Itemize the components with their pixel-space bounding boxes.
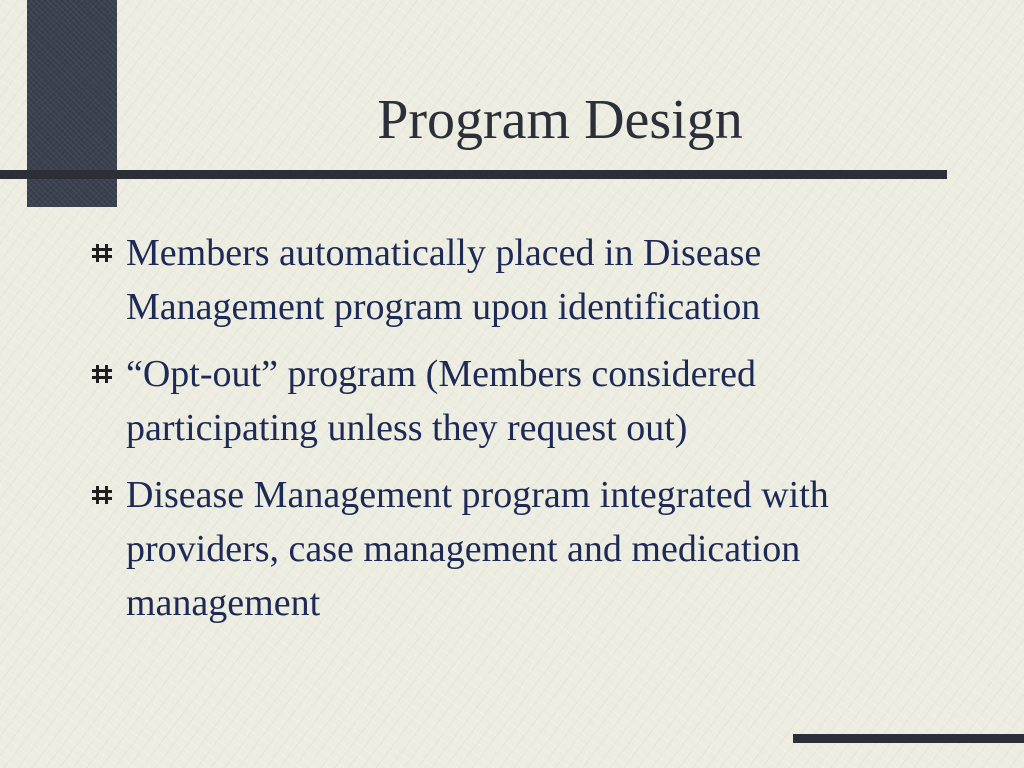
footer-divider	[793, 734, 1024, 743]
bullet-list	[90, 226, 910, 643]
slide-title: Program Design	[377, 89, 743, 151]
bullet-item	[90, 226, 910, 334]
hash-bullet-icon	[90, 362, 114, 386]
bullet-item	[90, 468, 910, 630]
hash-bullet-icon	[90, 241, 114, 265]
bullet-item	[90, 347, 910, 455]
title-divider	[0, 170, 947, 179]
bullet-text: Members automatically placed in Disease Management program upon identification	[126, 232, 762, 328]
hash-bullet-icon	[90, 483, 114, 507]
bullet-text: “Opt-out” program (Members considered participating unless they request out)	[126, 353, 756, 449]
bullet-text: Disease Management program integrated with providers, case management and medication management	[126, 474, 829, 624]
